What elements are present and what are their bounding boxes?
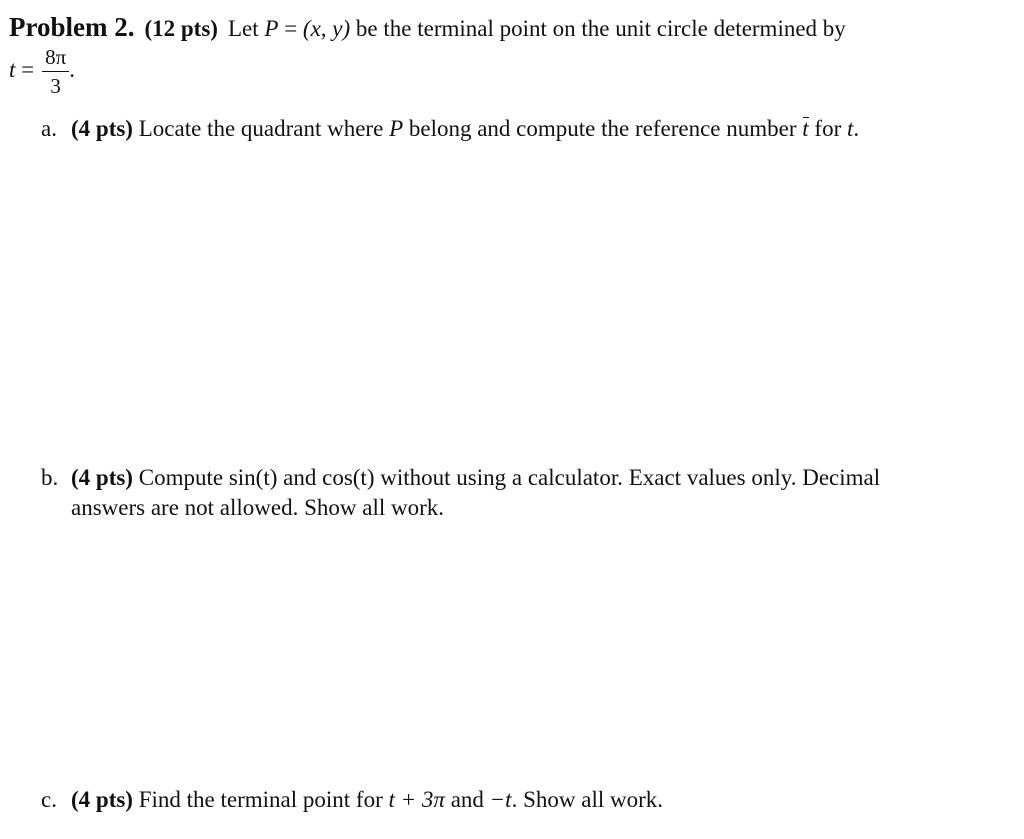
part-b-text-1: Compute (138, 465, 224, 490)
part-c-text-1: Find the terminal point for (138, 787, 383, 812)
sin-expr: sin(t) (228, 465, 278, 490)
part-c-text-2: and (450, 787, 484, 812)
part-b-label: b. (41, 465, 59, 490)
part-b-points: (4 pts) (71, 465, 133, 490)
part-c-text-3: . Show all work. (511, 787, 663, 812)
t-numerator: 8π (42, 45, 69, 72)
t-definition (9, 40, 75, 100)
point-var: P (264, 16, 279, 41)
part-c (41, 785, 663, 815)
part-a-text-3: for (814, 116, 842, 141)
part-a-points: (4 pts) (71, 116, 133, 141)
problem-title: Problem 2. (9, 12, 135, 42)
equals-sign: = (284, 16, 298, 41)
part-a (41, 114, 859, 144)
reference-number-tbar: t (802, 114, 808, 144)
cos-expr: cos(t) (322, 465, 375, 490)
intro-suffix: be the terminal point on the unit circle determined by (355, 16, 846, 41)
part-b-text-2: and (283, 465, 317, 490)
part-a-text-1: Locate the quadrant where (138, 116, 384, 141)
problem-points: (12 pts) (144, 16, 218, 41)
part-c-expr-2: −t (489, 787, 512, 812)
part-b-text-3: without using a calculator. Exact values only. Decimal (380, 465, 881, 490)
part-a-end: . (853, 116, 860, 141)
t-equals: = (21, 57, 35, 82)
t-var: t (9, 57, 16, 82)
part-b-line-2: answers are not allowed. Show all work. (71, 495, 445, 520)
point-coords: (x, y) (302, 16, 351, 41)
part-a-P: P (389, 116, 404, 141)
part-b (41, 463, 880, 523)
problem-intro (228, 16, 846, 41)
t-denominator: 3 (50, 74, 61, 99)
part-c-label: c. (41, 787, 57, 812)
part-c-points: (4 pts) (71, 787, 133, 812)
t-fraction (42, 45, 69, 98)
intro-prefix: Let (227, 16, 259, 41)
part-a-text-2: belong and compute the reference number (408, 116, 797, 141)
part-c-expr-1: t + 3π (388, 787, 445, 812)
part-a-label: a. (41, 116, 57, 141)
part-a-t: t (846, 116, 854, 141)
problem-heading (9, 10, 846, 46)
t-period: . (69, 57, 75, 82)
